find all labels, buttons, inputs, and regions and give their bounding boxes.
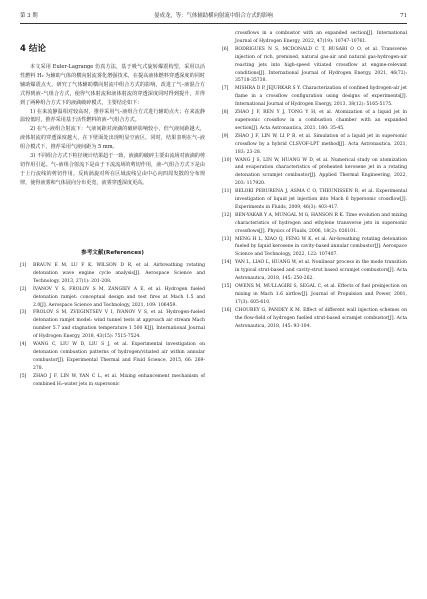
left-column bbox=[20, 30, 205, 389]
reference-item bbox=[20, 373, 205, 389]
reference-item bbox=[222, 188, 407, 212]
reference-text: BEN-YAKAR Y A, MUNGAL M G, HANSON R K. Time evolution and mixing characteristics of hydrogen and ethylene transverse jets in supersonic crossflows[J]. Physics of Fluids, 2006, 18(2): 026101. bbox=[235, 212, 407, 234]
reference-number: [5] bbox=[20, 373, 27, 379]
reference-item bbox=[222, 85, 407, 109]
running-header bbox=[20, 11, 407, 22]
paragraph: 1) 在来流静温相对较高时，推荐采用气–液组合方式进行辅助点火；在来流静温较低时，推荐采用基于活性燃料的液–气组合方式。 bbox=[20, 108, 205, 124]
reference-text: crossflows in a combustor with an expanded section[J]. International Journal of Hydrogen Energy, 2022, 47(19): 10747-10761. bbox=[235, 31, 407, 44]
reference-text: CHOUBEY G, PANDEY K M. Effect of different wall injection schemes on the flow-field of hydrogen fuelled strut-based scramjet combustor[J]. Acta Astronautica, 2018, 145: 93-104. bbox=[235, 307, 407, 329]
reference-item bbox=[222, 259, 407, 283]
running-title: 晏成龙，等：气体辅助横向射流中组合方式的影响 bbox=[154, 13, 273, 19]
reference-number: [1] bbox=[20, 263, 27, 268]
reference-text: FROLOV S M, ZVEGINTSEV V I, IVANOV V S, et al. Hydrogen-fueled detonation ramjet model: wind tunnel tests at approach air stream Mach number 5.7 and stagnation temperature 1 500 K[J]. International Journal of Hydrogen Energy, 2018, 43(15): 7515-7524. bbox=[33, 310, 205, 340]
reference-text: BELOKI PERURENA J, ASMA C O, THEUNISSEN R, et al. Experimental investigation of liquid jet injection into Mach 6 hypersonic crossflow[J]. Experiments in Fluids, 2009, 46(3): 403-417. bbox=[235, 189, 407, 210]
right-column bbox=[222, 30, 407, 330]
reference-text: IVANOV V S, FROLOV S M, ZANGIEV A E, et al. Hydrogen fueled detonation ramjet: conceptual design and test fires at Mach 1.5 and 2.0[J]. Aerospace Science and Technology, 2021, 109: 106459. bbox=[33, 286, 205, 308]
reference-number: [15] bbox=[222, 284, 232, 289]
reference-text: MISHRA D P, JEJURKAR S Y. Characterization of confined hydrogen-air jet flame in a crossflow configuration using designs of experiments[J]. International Journal of Hydrogen Energy, 2013, 38(12): 5165-5175. bbox=[235, 86, 407, 108]
reference-text: BRAUN E M, LU F K, WILSON D R, et al. Airbreathing rotating detonation wave engine cycle analysis[J]. Aerospace Science and Technology, 2013, 27(1): 201-208. bbox=[33, 263, 205, 284]
reference-item bbox=[222, 46, 407, 86]
reference-number: [2] bbox=[20, 286, 27, 292]
reference-item bbox=[222, 30, 407, 46]
section-heading: 4 结论 bbox=[20, 44, 46, 54]
paragraph: 3) 不同组合方式下粒径统计结果趋于一致，液滴的破碎主要由流场对液滴的剪切作用引起。气–液组合射流下是由于下流流场的剪切作用，液–气组合方式下是由于上行流线的剪切作用。反转涡旋对所在区域流线呈由中心向四周发散的分布规律，使得液雾和气体展向分布更宽，液雾穿透深度更高。 bbox=[20, 153, 205, 186]
reference-number: [14] bbox=[222, 260, 232, 266]
reference-text: RODRIGUES N S, MCDONALD C T, BUSARI O O, et al. Transverse injection of rich, premixed, natural gas-air and natural gas-hydrogen-air reacting jets into high-speed vitiated crossflow at engine-relevant conditions[J]. International Journal of Hydrogen Energy, 2021, 46(72): 35718-35738. bbox=[235, 46, 407, 84]
reference-list-left bbox=[20, 262, 205, 389]
reference-item bbox=[222, 212, 407, 236]
reference-number: [8] bbox=[222, 110, 229, 116]
reference-number: [4] bbox=[20, 342, 27, 348]
page-number: 71 bbox=[400, 13, 407, 19]
reference-number: [13] bbox=[222, 236, 232, 242]
reference-number: [16] bbox=[222, 307, 232, 313]
reference-number: [7] bbox=[222, 86, 229, 92]
reference-item bbox=[20, 262, 205, 286]
reference-item bbox=[222, 133, 407, 157]
reference-text: OWENS M, MULLAGIRI S, SEGAL C, et al. Effects of fuel preinjection on mixing in Mach 1.6 airflow[J]. Journal of Propulsion and Power, 2001, 17(3): 605-610. bbox=[235, 284, 407, 305]
paragraph: 本文采用 Euler-Lagrange 仿真方法，基于吸气式旋转爆震构型，采用以活性燃料 H₂ 为辅助气体的横向射流雾化增强技术，在提高液体燃料穿透深度的同时辅助爆震点火。研究了气体辅助横向射流中组合方式的影响，改进了气–液混合方式得到液–气组合方式，使得气体射流和液体射流的穿透深度同时得到提升，并得到了两种组合方式下的液滴破碎模式，主要结论如下： bbox=[20, 64, 205, 106]
reference-text: YAN L, LIAO L, HUANG W, et al. Nonlinear process in the mode transition in typical strut-based and cavity-strut based scramjet combustors[J]. Acta Astronautica, 2018, 145: 250-262. bbox=[235, 260, 407, 282]
paragraph: 2) 在气–液组合射流下：气液间距对液滴的破碎影响较小，但气液间距越大，液体射流的穿透深度越大，在下壁面处出现明显空液区。同时，结果表明在气–液组合模式下，推荐采用气液间距为 5 mm。 bbox=[20, 126, 205, 151]
reference-text: WANG J S, LIN W, HUANG W D, et al. Numerical study on atomization and evaporation characteristics of preheated kerosene jet in a rotating detonation scramjet combustor[J]. Applied Thermal Engineering, 2022, 203: 117920. bbox=[235, 157, 407, 187]
reference-item bbox=[222, 157, 407, 189]
header-rule bbox=[20, 23, 407, 24]
reference-item bbox=[222, 307, 407, 331]
reference-text: ZHAO J F, LIN W, LI P B, et al. Simulation of a liquid jet in supersonic crossflow by a hybrid CLSVOF-LPT method[J]. Acta Astronautica, 2021, 183: 23-28. bbox=[235, 133, 407, 155]
issue-number: 第 3 期 bbox=[20, 13, 38, 19]
reference-list-right bbox=[222, 30, 407, 330]
reference-number bbox=[222, 30, 235, 46]
reference-number: [12] bbox=[222, 212, 232, 218]
conclusion-body bbox=[20, 63, 205, 244]
reference-number: [9] bbox=[222, 133, 229, 139]
reference-number: [10] bbox=[222, 157, 232, 163]
reference-item bbox=[20, 341, 205, 373]
reference-item bbox=[222, 236, 407, 260]
reference-text: ZHAO J F, REN Y J, TONG Y H, et al. Atomization of a liquid jet in supersonic crossflow in a combustion chamber with an expanded section[J]. Acta Astronautica, 2021, 180: 35-45. bbox=[235, 110, 407, 131]
reference-text: MENG H L, XIAO Q, FENG W K, et al. Air-breathing rotating detonation fueled by liquid kerosene in cavity-based annular combustor[J]. Aerospace Science and Technology, 2022, 122: 107407. bbox=[235, 236, 407, 258]
reference-number: [11] bbox=[222, 189, 232, 195]
reference-number: [3] bbox=[20, 310, 27, 316]
reference-item bbox=[20, 309, 205, 341]
reference-item bbox=[222, 109, 407, 133]
reference-item bbox=[222, 283, 407, 307]
reference-text: WANG C, LIU W D, LIU S J, et al. Experimental investigation on detonation combustion patterns of hydrogen/vitiated air within annular combustor[J]. Experimental Thermal and Fluid Science, 2015, 66: 269-278. bbox=[33, 342, 205, 371]
reference-number: [6] bbox=[222, 46, 229, 52]
reference-text: ZHAO J F, LIN W, YAN C L, et al. Mixing enhancement mechanism of combined H₂-water jets in supersonic bbox=[33, 373, 205, 387]
reference-item bbox=[20, 286, 205, 310]
references-heading: 参考文献(References) bbox=[81, 250, 144, 256]
